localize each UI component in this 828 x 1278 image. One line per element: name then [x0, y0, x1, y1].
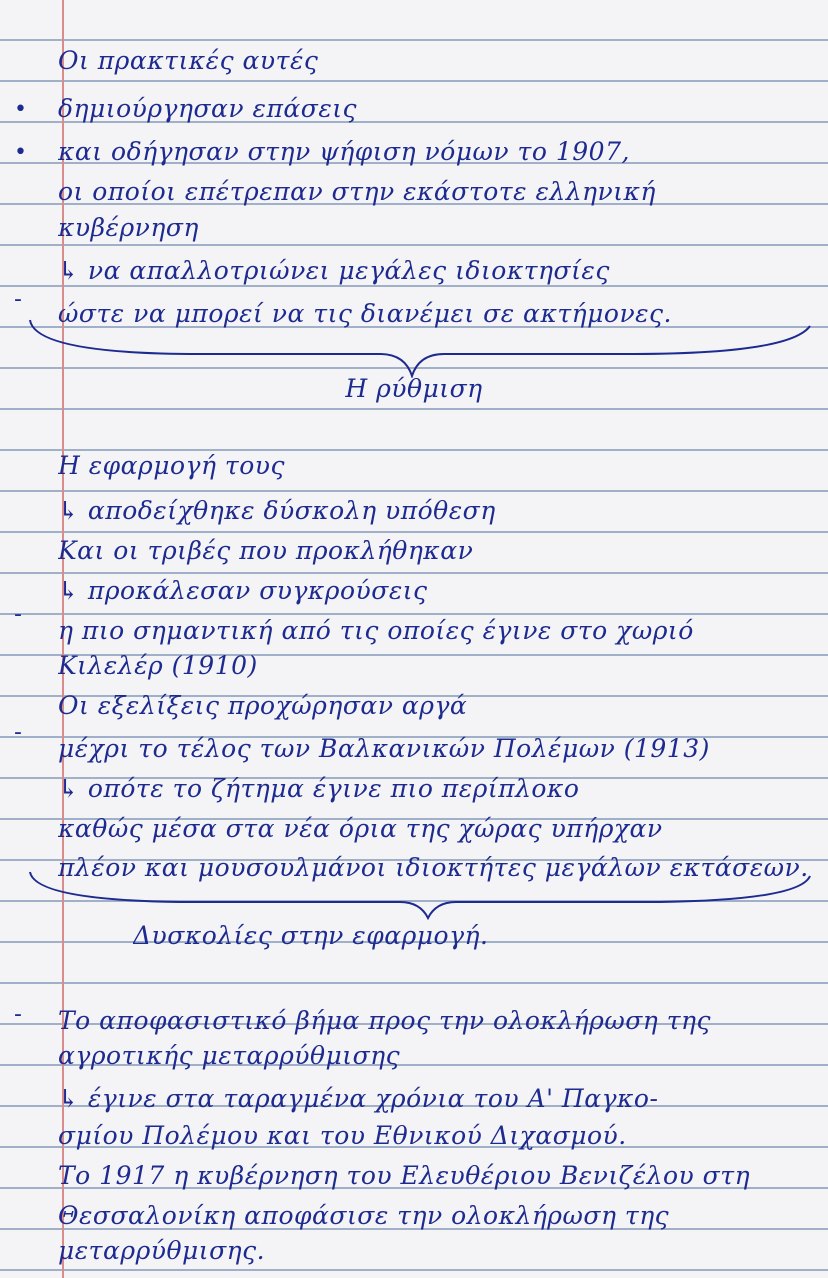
note-line: Θεσσαλονίκη αποφάσισε την ολοκλήρωση της	[58, 1201, 670, 1230]
note-line: Δυσκολίες στην εφαρμογή.	[133, 921, 489, 950]
note-line: οι οποίοι επέτρεπαν στην εκάστοτε ελληνική	[58, 177, 656, 206]
note-line: ώστε να μπορεί να τις διανέμει σε ακτήμονες.	[58, 299, 673, 328]
note-line: και οδήγησαν στην ψήφιση νόμων το 1907,	[58, 137, 630, 166]
note-line: η πιο σημαντική από τις οποίες έγινε στο χωριό	[58, 616, 694, 645]
note-line: Κιλελέρ (1910)	[58, 651, 258, 680]
note-line: ↳ έγινε στα ταραγμένα χρόνια του Α' Παγκο-	[58, 1084, 659, 1113]
dash-marker: -	[14, 602, 22, 627]
dash-marker: -	[14, 287, 22, 312]
note-line: Η εφαρμογή τους	[58, 451, 285, 480]
note-line: πλέον και μουσουλμάνοι ιδιοκτήτες μεγάλων εκτάσεων.	[58, 853, 809, 882]
dash-marker: -	[14, 1002, 22, 1027]
note-line: μέχρι το τέλος των Βαλκανικών Πολέμων (1913)	[58, 734, 710, 763]
note-line: Το αποφασιστικό βήμα προς την ολοκλήρωση της	[58, 1006, 712, 1035]
note-line: ↳ οπότε το ζήτημα έγινε πιο περίπλοκο	[58, 774, 580, 803]
note-line: αγροτικής μεταρρύθμισης	[58, 1041, 401, 1070]
note-line: ↳ αποδείχθηκε δύσκολη υπόθεση	[58, 496, 496, 525]
note-line: Οι εξελίξεις προχώρησαν αργά	[58, 691, 468, 720]
note-line: ↳ να απαλλοτριώνει μεγάλες ιδιοκτησίες	[58, 256, 610, 285]
curly-brace-icon	[20, 318, 820, 378]
note-line: Και οι τριβές που προκλήθηκαν	[58, 536, 474, 565]
note-line: Το 1917 η κυβέρνηση του Ελευθέριου Βενιζέλου στη	[58, 1161, 751, 1190]
curly-brace-icon	[20, 870, 820, 920]
note-line: σμίου Πολέμου και του Εθνικού Διχασμού.	[58, 1121, 627, 1150]
bullet-marker: •	[14, 140, 27, 165]
note-line: ↳ προκάλεσαν συγκρούσεις	[58, 576, 428, 605]
bullet-marker: •	[14, 97, 27, 122]
note-line: Η ρύθμιση	[345, 374, 483, 403]
note-line: καθώς μέσα στα νέα όρια της χώρας υπήρχαν	[58, 814, 663, 843]
note-line: Οι πρακτικές αυτές	[58, 46, 319, 75]
dash-marker: -	[14, 720, 22, 745]
note-line: δημιούργησαν επάσεις	[58, 94, 358, 123]
note-line: μεταρρύθμισης.	[58, 1236, 266, 1265]
note-line: κυβέρνηση	[58, 213, 199, 242]
